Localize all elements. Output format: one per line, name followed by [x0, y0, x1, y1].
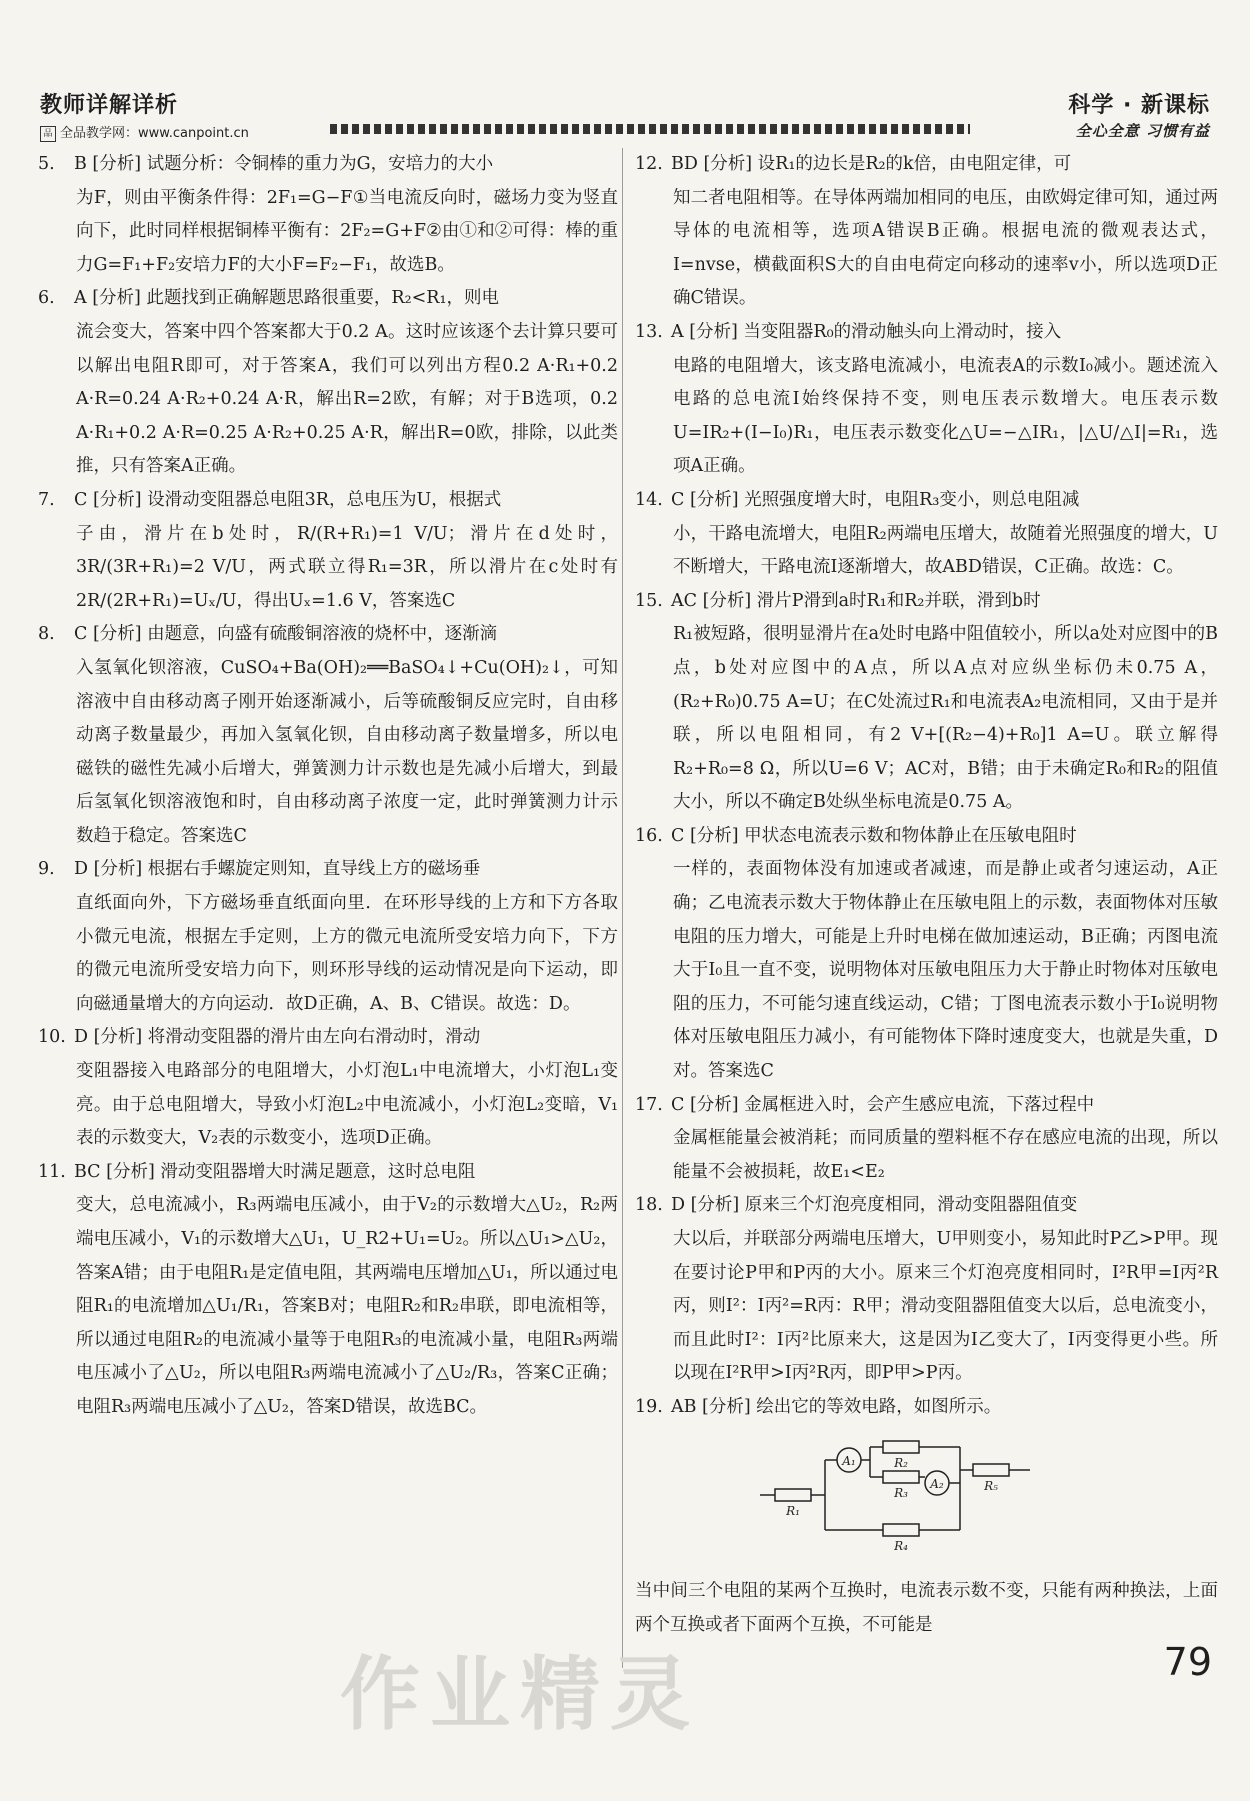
answer-body: 变大，总电流减小，R₃两端电压减小，由于V₂的示数增大△U₂，R₂两端电压减小，V₁的示数增大△U₁，U_R2+U₁=U₂。所以△U₁>△U₂，答案A错；由于电阻R₁是定值电阻，其两端电压增加△U₁，所以通过电阻R₁的电流增加△U₁/R₁，答案B对；电阻R₂和R₂串联，即电流相等，所以通过电阻R₂的电流减小量等于电阻R₃的电流减小量，电阻R₃两端电压减小了△U₂，所以电阻R₃两端电流减小了△U₂/R₃，答案C正确；电阻R₃两端电压减小了△U₂，答案D错误，故选BC。 — [76, 1195, 618, 1417]
label-r4: R₄ — [894, 1538, 908, 1553]
header-site-text: 全品教学网：www.canpoint.cn — [60, 126, 249, 141]
answer-first-line: A [分析] 当变阻器R₀的滑动触头向上滑动时，接入 — [671, 321, 1062, 342]
answer-first-line: AC [分析] 滑片P滑到a时R₁和R₂并联，滑到b时 — [671, 590, 1041, 611]
right-column — [635, 148, 1218, 1642]
label-r2: R₂ — [894, 1455, 908, 1470]
answer-number: 14. — [635, 489, 663, 510]
answer-item — [635, 316, 1218, 484]
page-number: 79 — [1163, 1640, 1212, 1684]
answer-body: 变阻器接入电路部分的电阻增大，小灯泡L₁中电流增大，小灯泡L₁变亮。由于总电阻增大，导致小灯泡L₂中电流减小，小灯泡L₂变暗，V₁表的示数变大，V₂表的示数变小，选项D正确。 — [76, 1061, 618, 1149]
answer-body: 子由，滑片在b处时，R/(R+R₁)=1 V/U；滑片在d处时，3R/(3R+R₁)=2 V/U，两式联立得R₁=3R，所以滑片在c处时有2R/(2R+R₁)=Uₓ/U，得出Uₓ=1.6 V，答案选C — [76, 523, 618, 611]
answer-body: 直纸面向外，下方磁场垂直纸面向里．在环形导线的上方和下方各取小微元电流，根据左手定则，上方的微元电流所受安培力向下，下方的微元电流所受安培力向下，则环形导线的运动情况是向下运动，即向磁通量增大的方向运动．故D正确，A、B、C错误。故选：D。 — [76, 893, 618, 1014]
answer-first-line: C [分析] 由题意，向盛有硫酸铜溶液的烧杯中，逐渐滴 — [74, 624, 498, 645]
answer-first-line: C [分析] 设滑动变阻器总电阻3R，总电压为U，根据式 — [74, 489, 502, 510]
answer-first-line: C [分析] 金属框进入时，会产生感应电流，下落过程中 — [671, 1094, 1095, 1115]
label-r5: R₅ — [984, 1478, 998, 1493]
left-column — [38, 148, 618, 1425]
label-r1: R₁ — [786, 1503, 800, 1518]
answer-item — [38, 1156, 618, 1425]
label-a2: A₂ — [930, 1476, 944, 1491]
answer-item — [635, 1089, 1218, 1190]
label-r3: R₃ — [894, 1485, 908, 1500]
answer-first-line: D [分析] 将滑动变阻器的滑片由左向右滑动时，滑动 — [74, 1027, 481, 1048]
resistor-r2 — [883, 1441, 919, 1453]
answer-number: 5. — [38, 154, 55, 174]
answer-body: 入氢氧化钡溶液，CuSO₄+Ba(OH)₂══BaSO₄↓+Cu(OH)₂↓，可知溶液中自由移动离子刚开始逐渐减小，后等硫酸铜反应完时，自由移动离子数量最少，再加入氢氧化钡，自由移动离子数量增多，所以电磁铁的磁性先减小后增大，弹簧测力计示数也是先减小后增大，到最后氢氧化钡溶液饱和时，自由移动离子浓度一定，此时弹簧测力计示数趋于稳定。答案选C — [76, 657, 618, 846]
watermark: 作业精灵 — [340, 1648, 700, 1741]
answer-number: 13. — [635, 321, 663, 342]
answer-item — [635, 820, 1218, 1089]
answer-first-line: AB [分析] 绘出它的等效电路，如图所示。 — [671, 1396, 1002, 1417]
answer-first-line: A [分析] 此题找到正确解题思路很重要，R₂<R₁，则电 — [74, 288, 499, 309]
answer-body: 流会变大，答案中四个答案都大于0.2 A。这时应该逐个去计算只要可以解出电阻R即可，对于答案A，我们可以列出方程0.2 A·R₁+0.2 A·R=0.24 A·R₂+0.24 A·R，解出R=2欧，有解；对于B选项，0.2 A·R₁+0.2 A·R=0.25 A·R₂+0.25 A·R，解出R=0欧，排除，以此类推，只有答案A正确。 — [76, 321, 618, 477]
answer-first-line: D [分析] 根据右手螺旋定则知，直导线上方的磁场垂 — [74, 859, 481, 880]
answer-body: 电路的电阻增大，该支路电流减小，电流表A的示数I₀减小。题述流入电路的总电流I始终保持不变，则电压表示数增大。电压表示数U=IR₂+(I−I₀)R₁，电压表示数变化△U=−△IR₁，|△U/△I|=R₁，选项A正确。 — [673, 355, 1218, 477]
header-left-title: 教师详解详析 — [40, 93, 179, 118]
column-divider — [622, 148, 623, 1668]
answer-item — [635, 148, 1218, 316]
answer-first-line: C [分析] 光照强度增大时，电阻R₃变小，则总电阻减 — [671, 489, 1080, 510]
answer-item — [38, 618, 618, 853]
resistor-r1 — [775, 1489, 811, 1501]
answer-number: 7. — [38, 489, 55, 510]
answer-body: 大以后，并联部分两端电压增大，U甲则变小，易知此时P乙>P甲。现在要讨论P甲和P丙的大小。原来三个灯泡亮度相同时，I²R甲=I丙²R丙，则I²：I丙²=R丙：R甲；滑动变阻器阻值变大以后，总电流变小，而且此时I²：I丙²比原来大，这是因为I乙变大了，I丙变得更小些。所以现在I²R甲>I丙²R丙，即P甲>P丙。 — [673, 1229, 1218, 1384]
answer-body: 为F，则由平衡条件得：2F₁=G−F①当电流反向时，磁场力变为竖直向下，此时同样根据铜棒平衡有：2F₂=G+F②由①和②可得：棒的重力G=F₁+F₂安培力F的大小F=F₂−F₁，故选B。 — [76, 187, 618, 275]
answer-number: 9. — [38, 859, 55, 880]
answer-item — [38, 853, 618, 1021]
circuit-diagram — [755, 1435, 1055, 1555]
answer-item — [38, 484, 618, 618]
answer-item — [38, 148, 618, 282]
answer-first-line: C [分析] 甲状态电流表示数和物体静止在压敏电阻时 — [671, 825, 1077, 846]
answer-item — [635, 1391, 1218, 1425]
answer-body: 金属框能量会被消耗；而同质量的塑料框不存在感应电流的出现，所以能量不会被损耗，故E₁<E₂ — [673, 1128, 1218, 1182]
answer-body: 知二者电阻相等。在导体两端加相同的电压，由欧姆定律可知，通过两导体的电流相等，选项A错误B正确。根据电流的微观表达式，I=nvse，横截面积S大的自由电荷定向移动的速率v小，所以选项D正确C错误。 — [673, 187, 1218, 309]
answer-item — [635, 484, 1218, 585]
site-logo-icon: 品 — [40, 126, 56, 142]
resistor-r4 — [883, 1524, 919, 1536]
answer-number: 10. — [38, 1027, 66, 1048]
answer-first-line: B [分析] 试题分析：令铜棒的重力为G，安培力的大小 — [74, 154, 494, 174]
answer-number: 16. — [635, 825, 663, 846]
answer-body: 一样的，表面物体没有加速或者减速，而是静止或者匀速运动，A正确；乙电流表示数大于物体静止在压敏电阻上的示数，表面物体对压敏电阻的压力增大，可能是上升时电梯在做加速运动，B正确；丙图电流大于I₀且一直不变，说明物体对压敏电阻压力大于静止时物体对压敏电阻的压力，不可能匀速直线运动，C错；丁图电流表示数小于I₀说明物体对压敏电阻压力减小，有可能物体下降时速度变大，也就是失重，D对。答案选C — [673, 859, 1218, 1082]
answer-item — [635, 585, 1218, 820]
answer-number: 8. — [38, 624, 55, 645]
answer-item — [38, 282, 618, 484]
resistor-r3 — [883, 1471, 919, 1483]
header-right-title: 科学 · 新课标 — [1068, 93, 1210, 118]
answer-number: 11. — [38, 1161, 66, 1182]
resistor-r5 — [973, 1464, 1009, 1476]
answer-body: R₁被短路，很明显滑片在a处时电路中阻值较小，所以a处对应图中的B点，b处对应图中的A点，所以A点对应纵坐标仍未0.75 A，(R₂+R₀)0.75 A=U；在C处流过R₁和电流表A₂电流相同，又由于是并联，所以电阻相同，有2 V+[(R₂−4)+R₀]1 A=U。联立解得R₂+R₀=8 Ω，所以U=6 V；AC对，B错；由于未确定R₀和R₂的阻值大小，所以不确定B处纵坐标电流是0.75 A。 — [673, 624, 1218, 813]
answer-first-line: D [分析] 原来三个灯泡亮度相同，滑动变阻器阻值变 — [671, 1195, 1078, 1216]
answer-first-line: BC [分析] 滑动变阻器增大时满足题意，这时总电阻 — [74, 1161, 476, 1182]
answer-number: 12. — [635, 154, 663, 174]
answer-item — [38, 1021, 618, 1155]
header-slogan: 全心全意 习惯有益 — [1075, 122, 1210, 140]
answer-number: 18. — [635, 1195, 663, 1216]
answer-number: 17. — [635, 1094, 663, 1115]
header-site — [40, 122, 249, 142]
header-stripes — [330, 124, 970, 134]
answer-first-line: BD [分析] 设R₁的边长是R₂的k倍，由电阻定律，可 — [671, 154, 1072, 174]
label-a1: A₁ — [842, 1453, 856, 1468]
answer-item — [635, 1189, 1218, 1391]
answer-number: 6. — [38, 288, 55, 309]
answer-body: 小，干路电流增大，电阻R₂两端电压增大，故随着光照强度的增大，U不断增大，干路电流I逐渐增大，故ABD错误，C正确。故选：C。 — [673, 523, 1218, 578]
after-diagram-text: 当中间三个电阻的某两个互换时，电流表示数不变，只能有两种换法，上面两个互换或者下面两个互换，不可能是 — [635, 1581, 1218, 1635]
answer-number: 19. — [635, 1396, 663, 1417]
answer-number: 15. — [635, 590, 663, 611]
